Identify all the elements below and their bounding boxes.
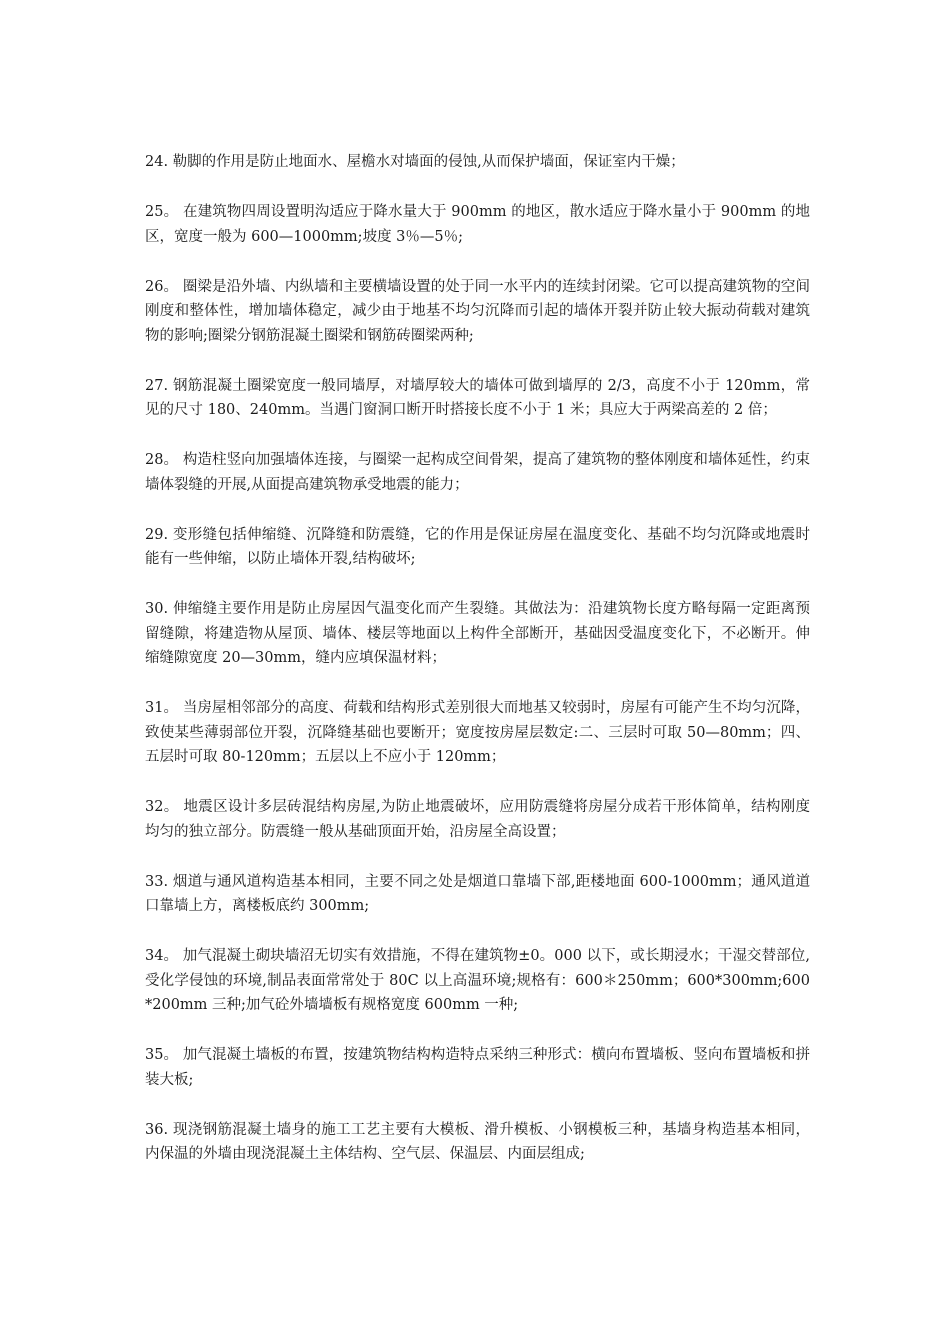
paragraph-31: 31。 当房屋相邻部分的高度、荷载和结构形式差别很大而地基又较弱时，房屋有可能产生不均匀沉降，致使某些薄弱部位开裂，沉降缝基础也要断开；宽度按房屋层数定:二、三层时可取 50—80mm；四、五层时可取 80-120mm；五层以上不应小于 120mm； [145, 700, 810, 765]
paragraph-35: 35。 加气混凝土墙板的布置，按建筑物结构构造特点采纳三种形式：横向布置墙板、竖向布置墙板和拼装大板; [145, 1047, 810, 1088]
paragraph-27: 27. 钢筋混凝土圈梁宽度一般同墙厚，对墙厚较大的墙体可做到墙厚的 2/3，高度不小于 120mm，常见的尺寸 180、240mm。当遇门窗洞口断开时搭接长度不小于 1 米；具应大于两梁高差的 2 倍； [145, 377, 810, 418]
paragraph-28: 28。 构造柱竖向加强墙体连接，与圈梁一起构成空间骨架，提高了建筑物的整体刚度和墙体延性，约束墙体裂缝的开展,从面提高建筑物承受地震的能力； [145, 452, 810, 493]
paragraph-26: 26。 圈梁是沿外墙、内纵墙和主要横墙设置的处于同一水平内的连续封闭梁。它可以提高建筑物的空间刚度和整体性，增加墙体稳定，减少由于地基不均匀沉降而引起的墙体开裂并防止较大振动荷载对建筑物的影响;圈梁分钢筋混凝土圈梁和钢筋砖圈梁两种; [145, 278, 810, 344]
paragraph-30: 30. 伸缩缝主要作用是防止房屋因气温变化而产生裂缝。其做法为：沿建筑物长度方略每隔一定距离预留缝隙，将建造物从屋顶、墙体、楼层等地面以上构件全部断开，基础因受温度变化下，不必断开。伸缩缝隙宽度 20—30mm，缝内应填保温材料； [145, 601, 810, 666]
paragraph-25: 25。 在建筑物四周设置明沟适应于降水量大于 900mm 的地区，散水适应于降水量小于 900mm 的地区，宽度一般为 600—1000mm;坡度 3％—5％; [145, 204, 810, 245]
paragraph-32: 32。 地震区设计多层砖混结构房屋,为防止地震破坏，应用防震缝将房屋分成若干形体简单，结构刚度均匀的独立部分。防震缝一般从基础顶面开始，沿房屋全高设置； [145, 799, 810, 840]
paragraph-36: 36. 现浇钢筋混凝土墙身的施工工艺主要有大模板、滑升模板、小钢模板三种，基墙身构造基本相同，内保温的外墙由现浇混凝土主体结构、空气层、保温层、内面层组成; [145, 1121, 810, 1162]
paragraph-24: 24. 勒脚的作用是防止地面水、屋檐水对墙面的侵蚀,从而保护墙面，保证室内干燥； [145, 154, 685, 170]
document-body [145, 150, 810, 1192]
paragraph-29: 29. 变形缝包括伸缩缝、沉降缝和防震缝，它的作用是保证房屋在温度变化、基础不均匀沉降或地震时能有一些伸缩，以防止墙体开裂,结构破坏; [145, 526, 810, 567]
paragraph-33: 33. 烟道与通风道构造基本相同，主要不同之处是烟道口靠墙下部,距楼地面 600-1000mm；通风道道口靠墙上方，离楼板底约 300mm; [145, 873, 810, 914]
paragraph-34: 34。 加气混凝土砌块墙沼无切实有效措施，不得在建筑物±0。000 以下，或长期浸水；干湿交替部位,受化学侵蚀的环境,制品表面常常处于 80C 以上高温环境;规格有：600＊250mm；600*300mm;600*200mm 三种;加气砼外墙墙板有规格宽度 600mm 一种; [145, 948, 810, 1013]
